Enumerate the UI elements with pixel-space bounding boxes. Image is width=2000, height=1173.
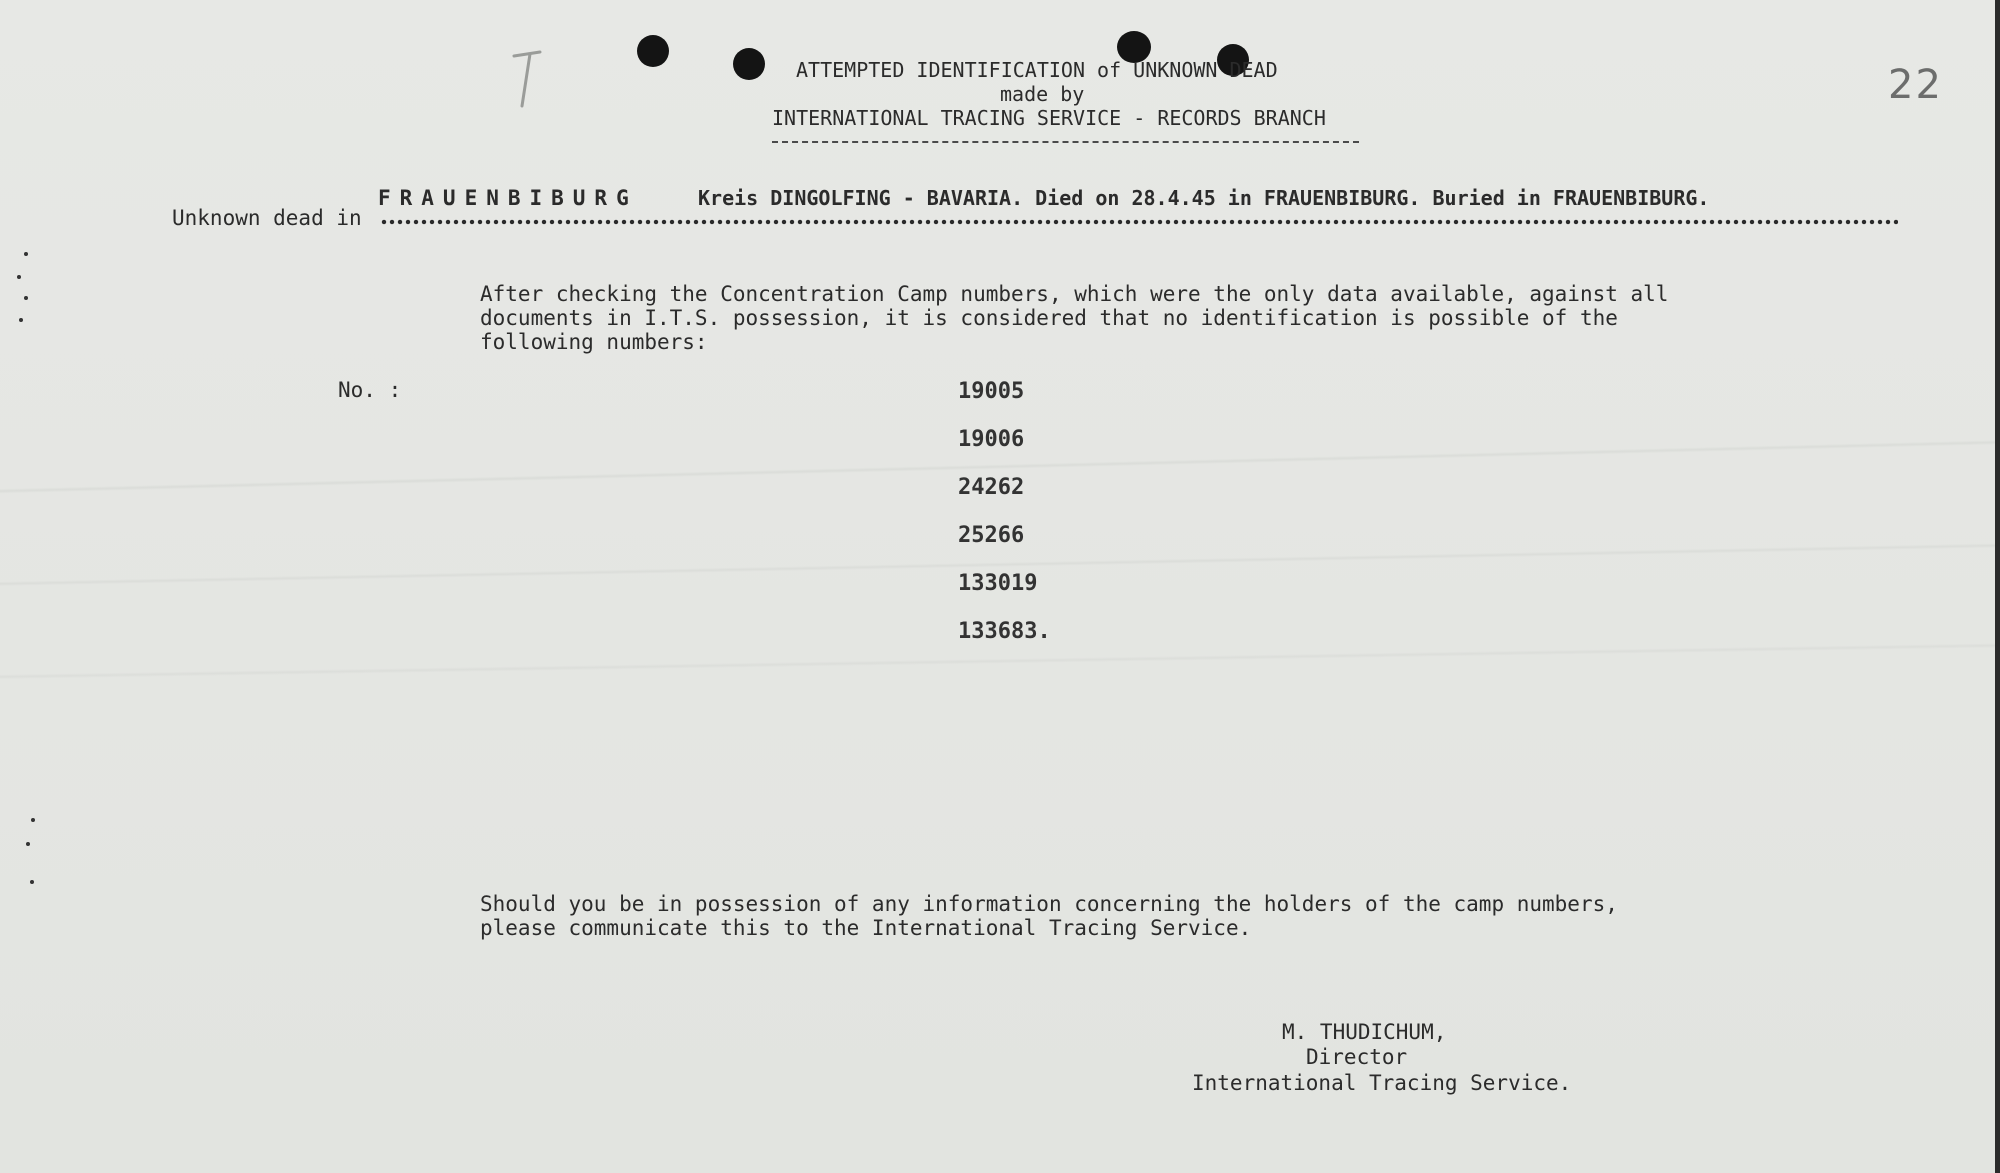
body-line-3: following numbers:: [480, 330, 708, 354]
camp-number: 24262: [958, 475, 1025, 500]
margin-mark: [31, 818, 35, 822]
margin-mark: [26, 842, 30, 846]
header-title: ATTEMPTED IDENTIFICATION of UNKNOWN DEAD: [796, 58, 1278, 82]
scan-edge: [1995, 0, 2000, 1173]
margin-mark: [19, 318, 23, 322]
body-line-1: After checking the Concentration Camp numbers, which were the only data available, against all: [480, 282, 1669, 306]
body-line-2: documents in I.T.S. possession, it is considered that no identification is possible of the: [480, 306, 1618, 330]
unknown-dead-label: Unknown dead in: [172, 206, 362, 230]
place-details: Kreis DINGOLFING - BAVARIA. Died on 28.4.45 in FRAUENBIBURG. Buried in FRAUENBIBURG.: [698, 186, 1710, 210]
punch-hole: [733, 48, 765, 80]
header-branch: INTERNATIONAL TRACING SERVICE - RECORDS BRANCH: [772, 106, 1326, 130]
dotted-fill-line: [380, 219, 1898, 225]
margin-mark: [17, 275, 21, 279]
header-made-by: made by: [1000, 82, 1085, 106]
camp-number: 25266: [958, 523, 1025, 548]
header-underline: [772, 141, 1359, 143]
camp-number: 133019: [958, 571, 1038, 596]
camp-number: 133683.: [958, 619, 1051, 644]
signature-organization: International Tracing Service.: [1192, 1071, 1572, 1095]
margin-mark: [24, 252, 28, 256]
punch-hole: [637, 35, 669, 67]
closing-line-2: please communicate this to the International Tracing Service.: [480, 916, 1252, 940]
numbers-label: No. :: [338, 378, 402, 402]
margin-mark: [24, 296, 28, 300]
signature-title: Director: [1306, 1045, 1408, 1069]
camp-number: 19005: [958, 379, 1025, 404]
pencil-mark: [512, 48, 542, 110]
signature-name: M. THUDICHUM,: [1282, 1020, 1447, 1044]
page-number: 22: [1888, 62, 1943, 108]
closing-line-1: Should you be in possession of any information concerning the holders of the camp numbers,: [480, 892, 1618, 916]
margin-mark: [30, 880, 34, 884]
place-town: FRAUENBIBURG: [378, 186, 638, 210]
camp-number: 19006: [958, 427, 1025, 452]
